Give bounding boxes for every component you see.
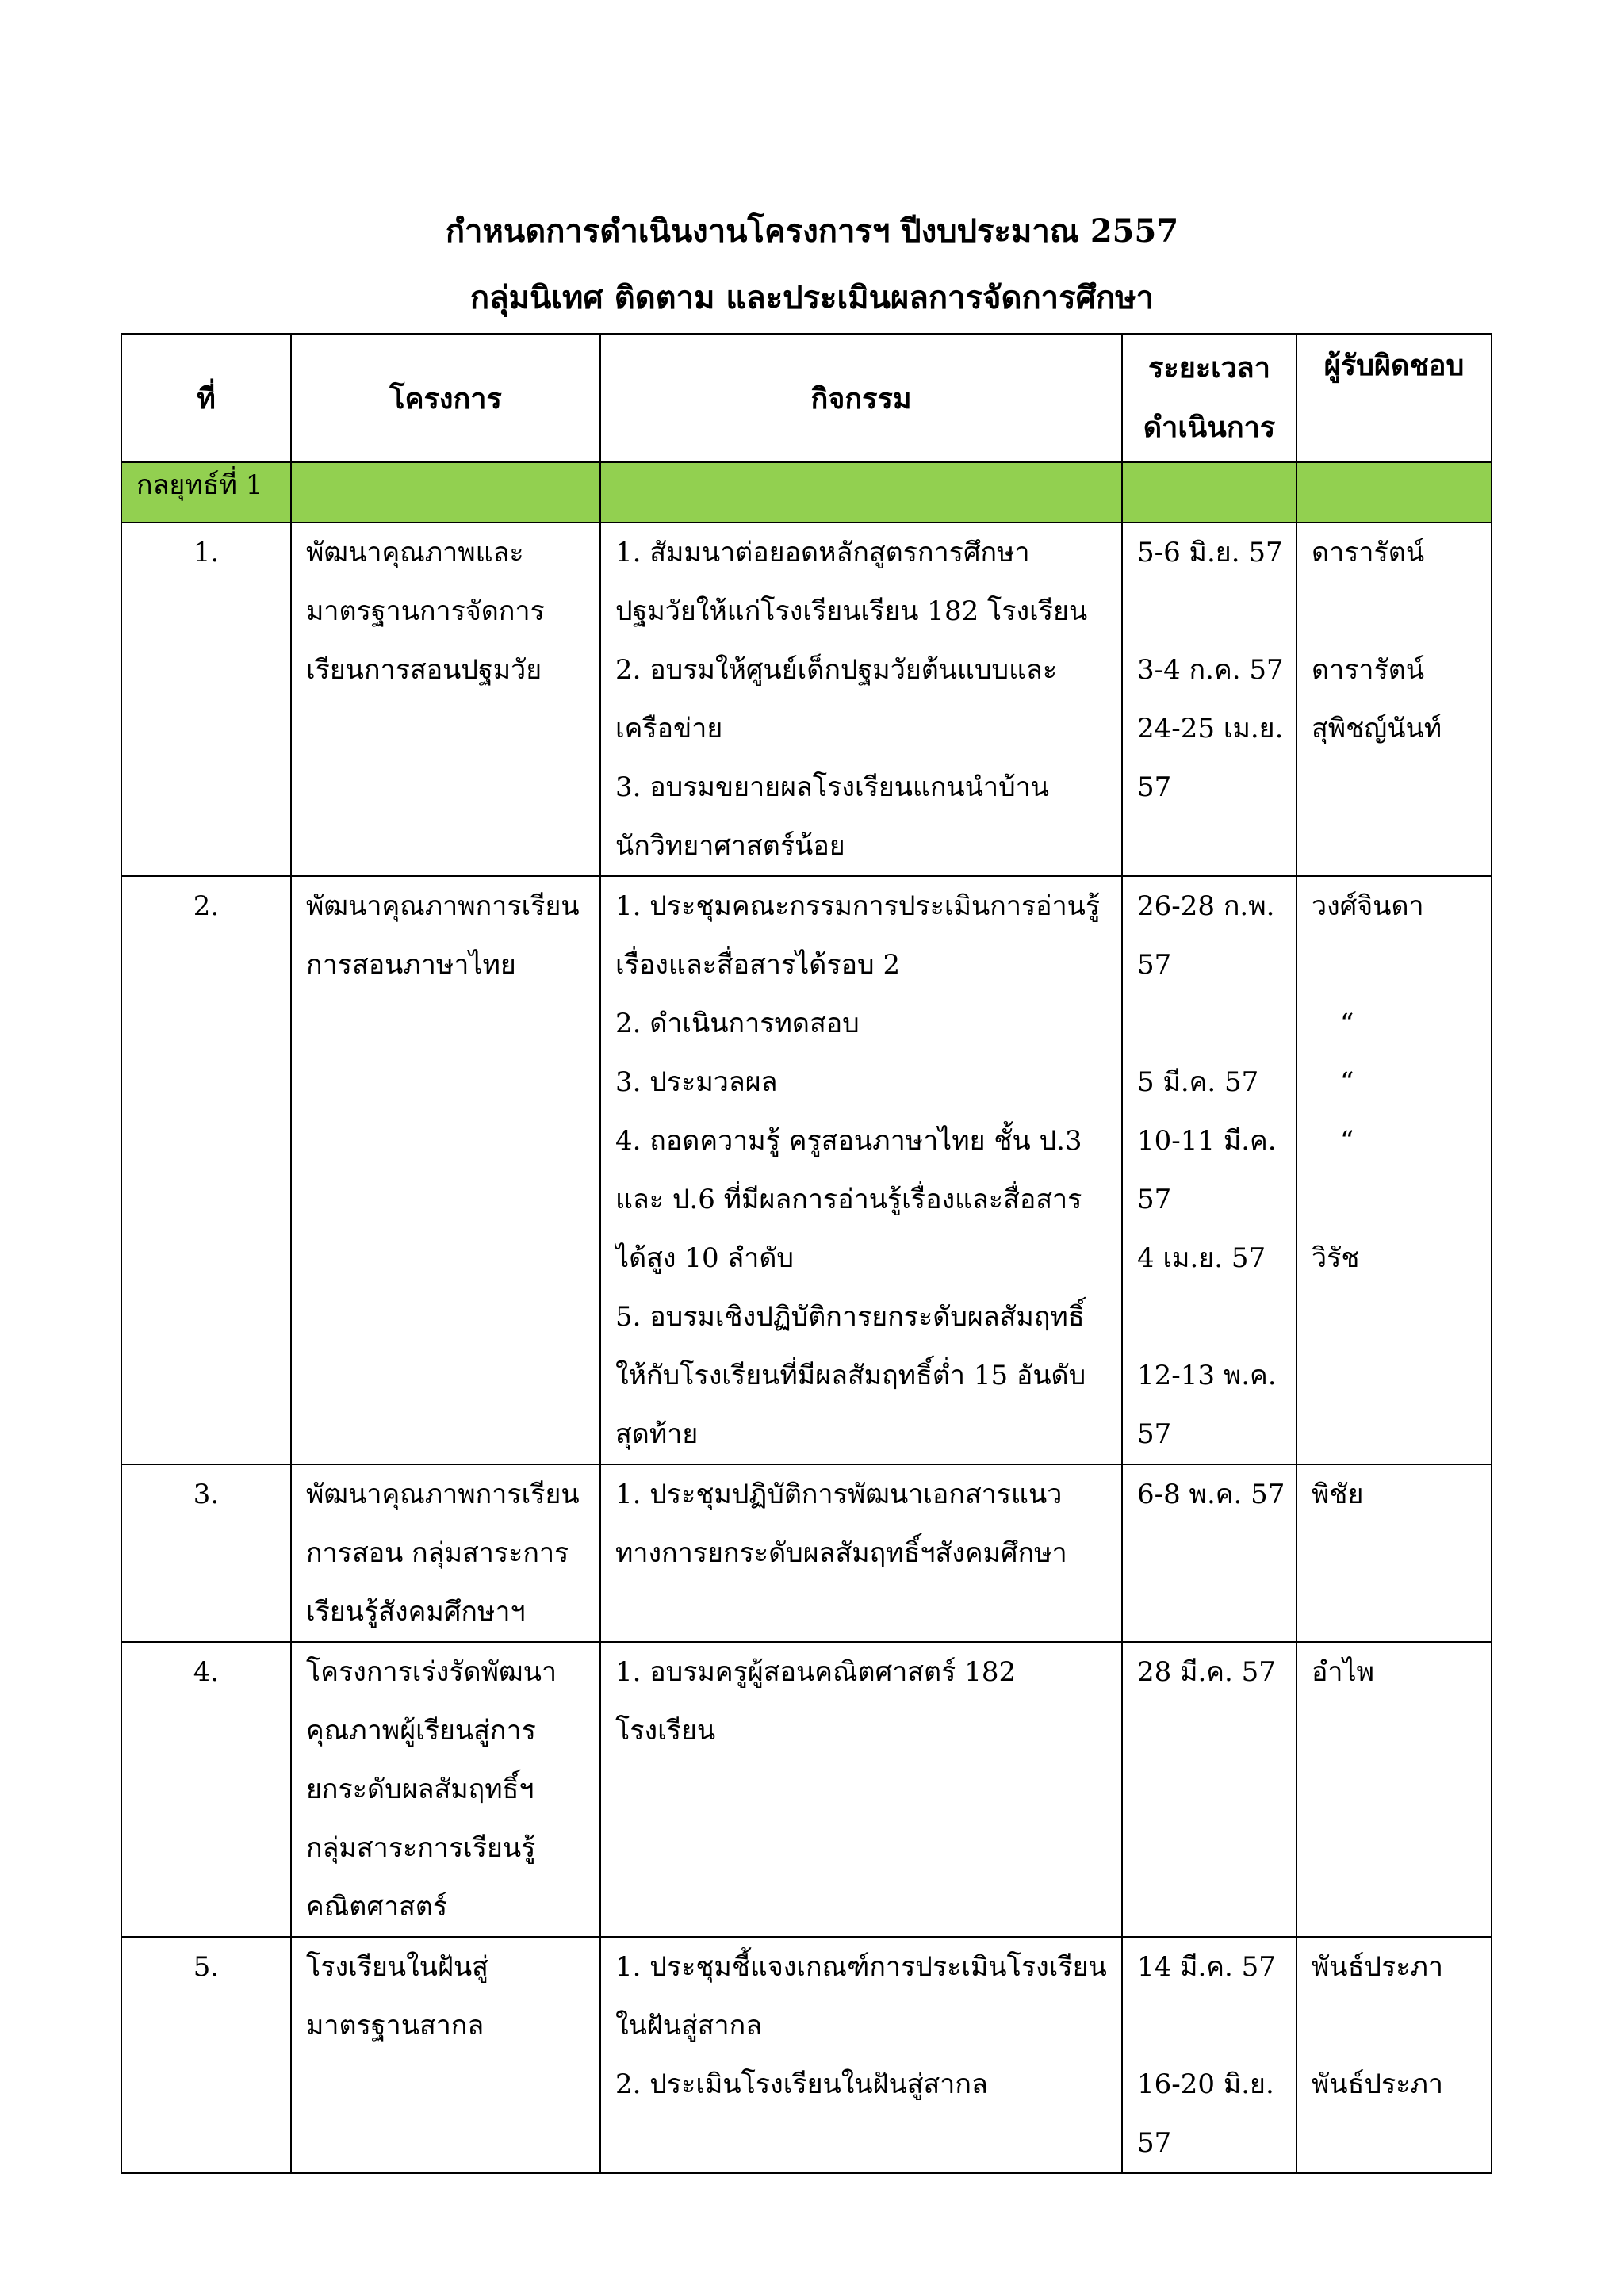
period-line: 57 bbox=[1137, 1418, 1172, 1450]
project-line: คุณภาพผู้เรียนสู่การ bbox=[306, 1715, 536, 1747]
activity-line: 2. ดำเนินการทดสอบ bbox=[615, 1008, 860, 1039]
strategy-cell bbox=[291, 462, 600, 522]
period-line: 6-8 พ.ค. 57 bbox=[1137, 1479, 1285, 1510]
activity-line: 3. ประมวลผล bbox=[615, 1066, 778, 1098]
activity-line: ปฐมวัยให้แก่โรงเรียนเรียน 182 โรงเรียน bbox=[615, 595, 1088, 627]
activity-line: ให้กับโรงเรียนที่มีผลสัมฤทธิ์ต่ำ 15 อันดับ bbox=[615, 1360, 1086, 1391]
table-row bbox=[121, 1937, 1492, 2173]
activity-line: 4. ถอดความรู้ ครูสอนภาษาไทย ชั้น ป.3 bbox=[615, 1125, 1082, 1157]
strategy-label: กลยุทธ์ที่ 1 bbox=[121, 462, 291, 522]
period-line: 26-28 ก.พ. bbox=[1137, 890, 1275, 922]
project-line: โรงเรียนในฝันสู่ bbox=[306, 1951, 488, 1983]
responsible-cell bbox=[1297, 876, 1492, 1464]
period-line: 57 bbox=[1137, 1184, 1172, 1215]
responsible-line bbox=[1312, 1996, 1480, 2055]
project-line: เรียนรู้สังคมศึกษาฯ bbox=[306, 1596, 526, 1628]
activity-line: 1. ประชุมชี้แจงเกณฑ์การประเมินโรงเรียน bbox=[615, 1951, 1107, 1983]
header-period bbox=[1122, 334, 1297, 462]
activity-line: และ ป.6 ที่มีผลการอ่านรู้เรื่องและสื่อสาร bbox=[615, 1184, 1082, 1215]
project-line: มาตรฐานการจัดการ bbox=[306, 595, 545, 627]
project-line: ยกระดับผลสัมฤทธิ์ฯ bbox=[306, 1774, 534, 1805]
period-line: 12-13 พ.ค. bbox=[1137, 1360, 1277, 1391]
row-number-text: 1. bbox=[193, 537, 220, 568]
header-no: ที่ bbox=[121, 334, 291, 462]
activity-line: 1. สัมมนาต่อยอดหลักสูตรการศึกษา bbox=[615, 537, 1030, 568]
period-line: 16-20 มิ.ย. bbox=[1137, 2068, 1274, 2100]
period-cell bbox=[1122, 1464, 1297, 1642]
project-cell bbox=[291, 876, 600, 1464]
period-line bbox=[1137, 994, 1285, 1053]
row-number bbox=[121, 876, 291, 1464]
period-line: 57 bbox=[1137, 771, 1172, 803]
activity-line: ทางการยกระดับผลสัมฤทธิ์ฯสังคมศึกษา bbox=[615, 1537, 1067, 1569]
responsible-ditto-mark: “ bbox=[1340, 1008, 1354, 1039]
row-number bbox=[121, 1464, 291, 1642]
project-line: พัฒนาคุณภาพการเรียน bbox=[306, 1479, 580, 1510]
activity-line: 2. ประเมินโรงเรียนในฝันสู่สากล bbox=[615, 2068, 988, 2100]
responsible-cell bbox=[1297, 1642, 1492, 1937]
responsible-line bbox=[1312, 582, 1480, 641]
project-cell bbox=[291, 1937, 600, 2173]
project-schedule-table bbox=[121, 333, 1492, 2174]
responsible-line bbox=[1312, 936, 1480, 994]
activity-line: นักวิทยาศาสตร์น้อย bbox=[615, 830, 845, 862]
responsible-line bbox=[1312, 1170, 1480, 1229]
activity-line: ในฝันสู่สากล bbox=[615, 2010, 763, 2042]
responsible-cell bbox=[1297, 1464, 1492, 1642]
responsible-cell bbox=[1297, 1937, 1492, 2173]
activity-line: 1. อบรมครูผู้สอนคณิตศาสตร์ 182 bbox=[615, 1656, 1017, 1688]
period-cell bbox=[1122, 1937, 1297, 2173]
responsible-line: สุพิชญ์นันท์ bbox=[1312, 713, 1442, 744]
activity-cell bbox=[600, 876, 1122, 1464]
period-line: 57 bbox=[1137, 949, 1172, 981]
strategy-cell bbox=[1122, 462, 1297, 522]
project-line: กลุ่มสาระการเรียนรู้ bbox=[306, 1832, 536, 1864]
project-cell bbox=[291, 1642, 600, 1937]
activity-cell bbox=[600, 1937, 1122, 2173]
period-cell bbox=[1122, 522, 1297, 876]
row-number bbox=[121, 522, 291, 876]
activity-cell bbox=[600, 1642, 1122, 1937]
header-project: โครงการ bbox=[291, 334, 600, 462]
period-line: 14 มี.ค. 57 bbox=[1137, 1951, 1276, 1983]
period-line bbox=[1137, 1288, 1285, 1346]
row-number bbox=[121, 1642, 291, 1937]
table-header-row bbox=[121, 334, 1492, 462]
period-line: 3-4 ก.ค. 57 bbox=[1137, 654, 1284, 686]
activity-cell bbox=[600, 1464, 1122, 1642]
project-line: การสอน กลุ่มสาระการ bbox=[306, 1537, 569, 1569]
table-row bbox=[121, 1464, 1492, 1642]
activity-line: 5. อบรมเชิงปฏิบัติการยกระดับผลสัมฤทธิ์ bbox=[615, 1301, 1085, 1333]
period-cell bbox=[1122, 1642, 1297, 1937]
responsible-line: พันธ์ประภา bbox=[1312, 1951, 1444, 1983]
project-cell bbox=[291, 522, 600, 876]
activity-line: โรงเรียน bbox=[615, 1715, 716, 1747]
responsible-line: อำไพ bbox=[1312, 1656, 1375, 1688]
period-line: 10-11 มี.ค. bbox=[1137, 1125, 1277, 1157]
period-line: 24-25 เม.ย. bbox=[1137, 713, 1284, 744]
period-line bbox=[1137, 582, 1285, 641]
row-number-text: 2. bbox=[193, 890, 220, 922]
responsible-line: พิชัย bbox=[1312, 1479, 1364, 1510]
activity-line: เครือข่าย bbox=[615, 713, 723, 744]
period-line: 4 เม.ย. 57 bbox=[1137, 1242, 1266, 1274]
project-line: โครงการเร่งรัดพัฒนา bbox=[306, 1656, 557, 1688]
project-line: พัฒนาคุณภาพและ bbox=[306, 537, 524, 568]
activity-cell bbox=[600, 522, 1122, 876]
period-line: 5 มี.ค. 57 bbox=[1137, 1066, 1259, 1098]
period-line bbox=[1137, 1996, 1285, 2055]
table-row bbox=[121, 522, 1492, 876]
activity-line: เรื่องและสื่อสารได้รอบ 2 bbox=[615, 949, 901, 981]
activity-line: 1. ประชุมคณะกรรมการประเมินการอ่านรู้ bbox=[615, 890, 1101, 922]
period-line: 28 มี.ค. 57 bbox=[1137, 1656, 1276, 1688]
responsible-line: วงศ์จินดา bbox=[1312, 890, 1424, 922]
header-period-line2: ดำเนินการ bbox=[1143, 411, 1276, 444]
project-line: การสอนภาษาไทย bbox=[306, 949, 516, 981]
row-number-text: 4. bbox=[193, 1656, 220, 1688]
activity-line: 2. อบรมให้ศูนย์เด็กปฐมวัยต้นแบบและ bbox=[615, 654, 1058, 686]
responsible-cell bbox=[1297, 522, 1492, 876]
table-row bbox=[121, 1642, 1492, 1937]
responsible-ditto-mark: “ bbox=[1340, 1125, 1354, 1157]
responsible-ditto-mark: “ bbox=[1340, 1066, 1354, 1098]
table-row bbox=[121, 876, 1492, 1464]
activity-line: 1. ประชุมปฏิบัติการพัฒนาเอกสารแนว bbox=[615, 1479, 1063, 1510]
activity-line: 3. อบรมขยายผลโรงเรียนแกนนำบ้าน bbox=[615, 771, 1050, 803]
project-line: มาตรฐานสากล bbox=[306, 2010, 485, 2042]
period-cell bbox=[1122, 876, 1297, 1464]
row-number-text: 5. bbox=[193, 1951, 220, 1983]
activity-line: สุดท้าย bbox=[615, 1418, 699, 1450]
header-period-line1: ระยะเวลา bbox=[1148, 351, 1270, 385]
document-subtitle: กลุ่มนิเทศ ติดตาม และประเมินผลการจัดการศึกษา bbox=[469, 279, 1155, 316]
responsible-line: พันธ์ประภา bbox=[1312, 2068, 1444, 2100]
responsible-line: วิรัช bbox=[1312, 1242, 1360, 1274]
strategy-cell bbox=[1297, 462, 1492, 522]
header-activity: กิจกรรม bbox=[600, 334, 1122, 462]
project-line: คณิตศาสตร์ bbox=[306, 1891, 448, 1923]
strategy-row bbox=[121, 462, 1492, 522]
document-title: กำหนดการดำเนินงานโครงการฯ ปีงบประมาณ 2557 bbox=[445, 212, 1179, 250]
row-number-text: 3. bbox=[193, 1479, 220, 1510]
project-cell bbox=[291, 1464, 600, 1642]
strategy-cell bbox=[600, 462, 1122, 522]
project-line: พัฒนาคุณภาพการเรียน bbox=[306, 890, 580, 922]
period-line: 57 bbox=[1137, 2127, 1172, 2159]
responsible-line: ดารารัตน์ bbox=[1312, 537, 1425, 568]
period-line: 5-6 มิ.ย. 57 bbox=[1137, 537, 1283, 568]
row-number bbox=[121, 1937, 291, 2173]
responsible-line: ดารารัตน์ bbox=[1312, 654, 1425, 686]
activity-line: ได้สูง 10 ลำดับ bbox=[615, 1242, 795, 1274]
project-line: เรียนการสอนปฐมวัย bbox=[306, 654, 542, 686]
header-responsible: ผู้รับผิดชอบ bbox=[1297, 334, 1492, 462]
